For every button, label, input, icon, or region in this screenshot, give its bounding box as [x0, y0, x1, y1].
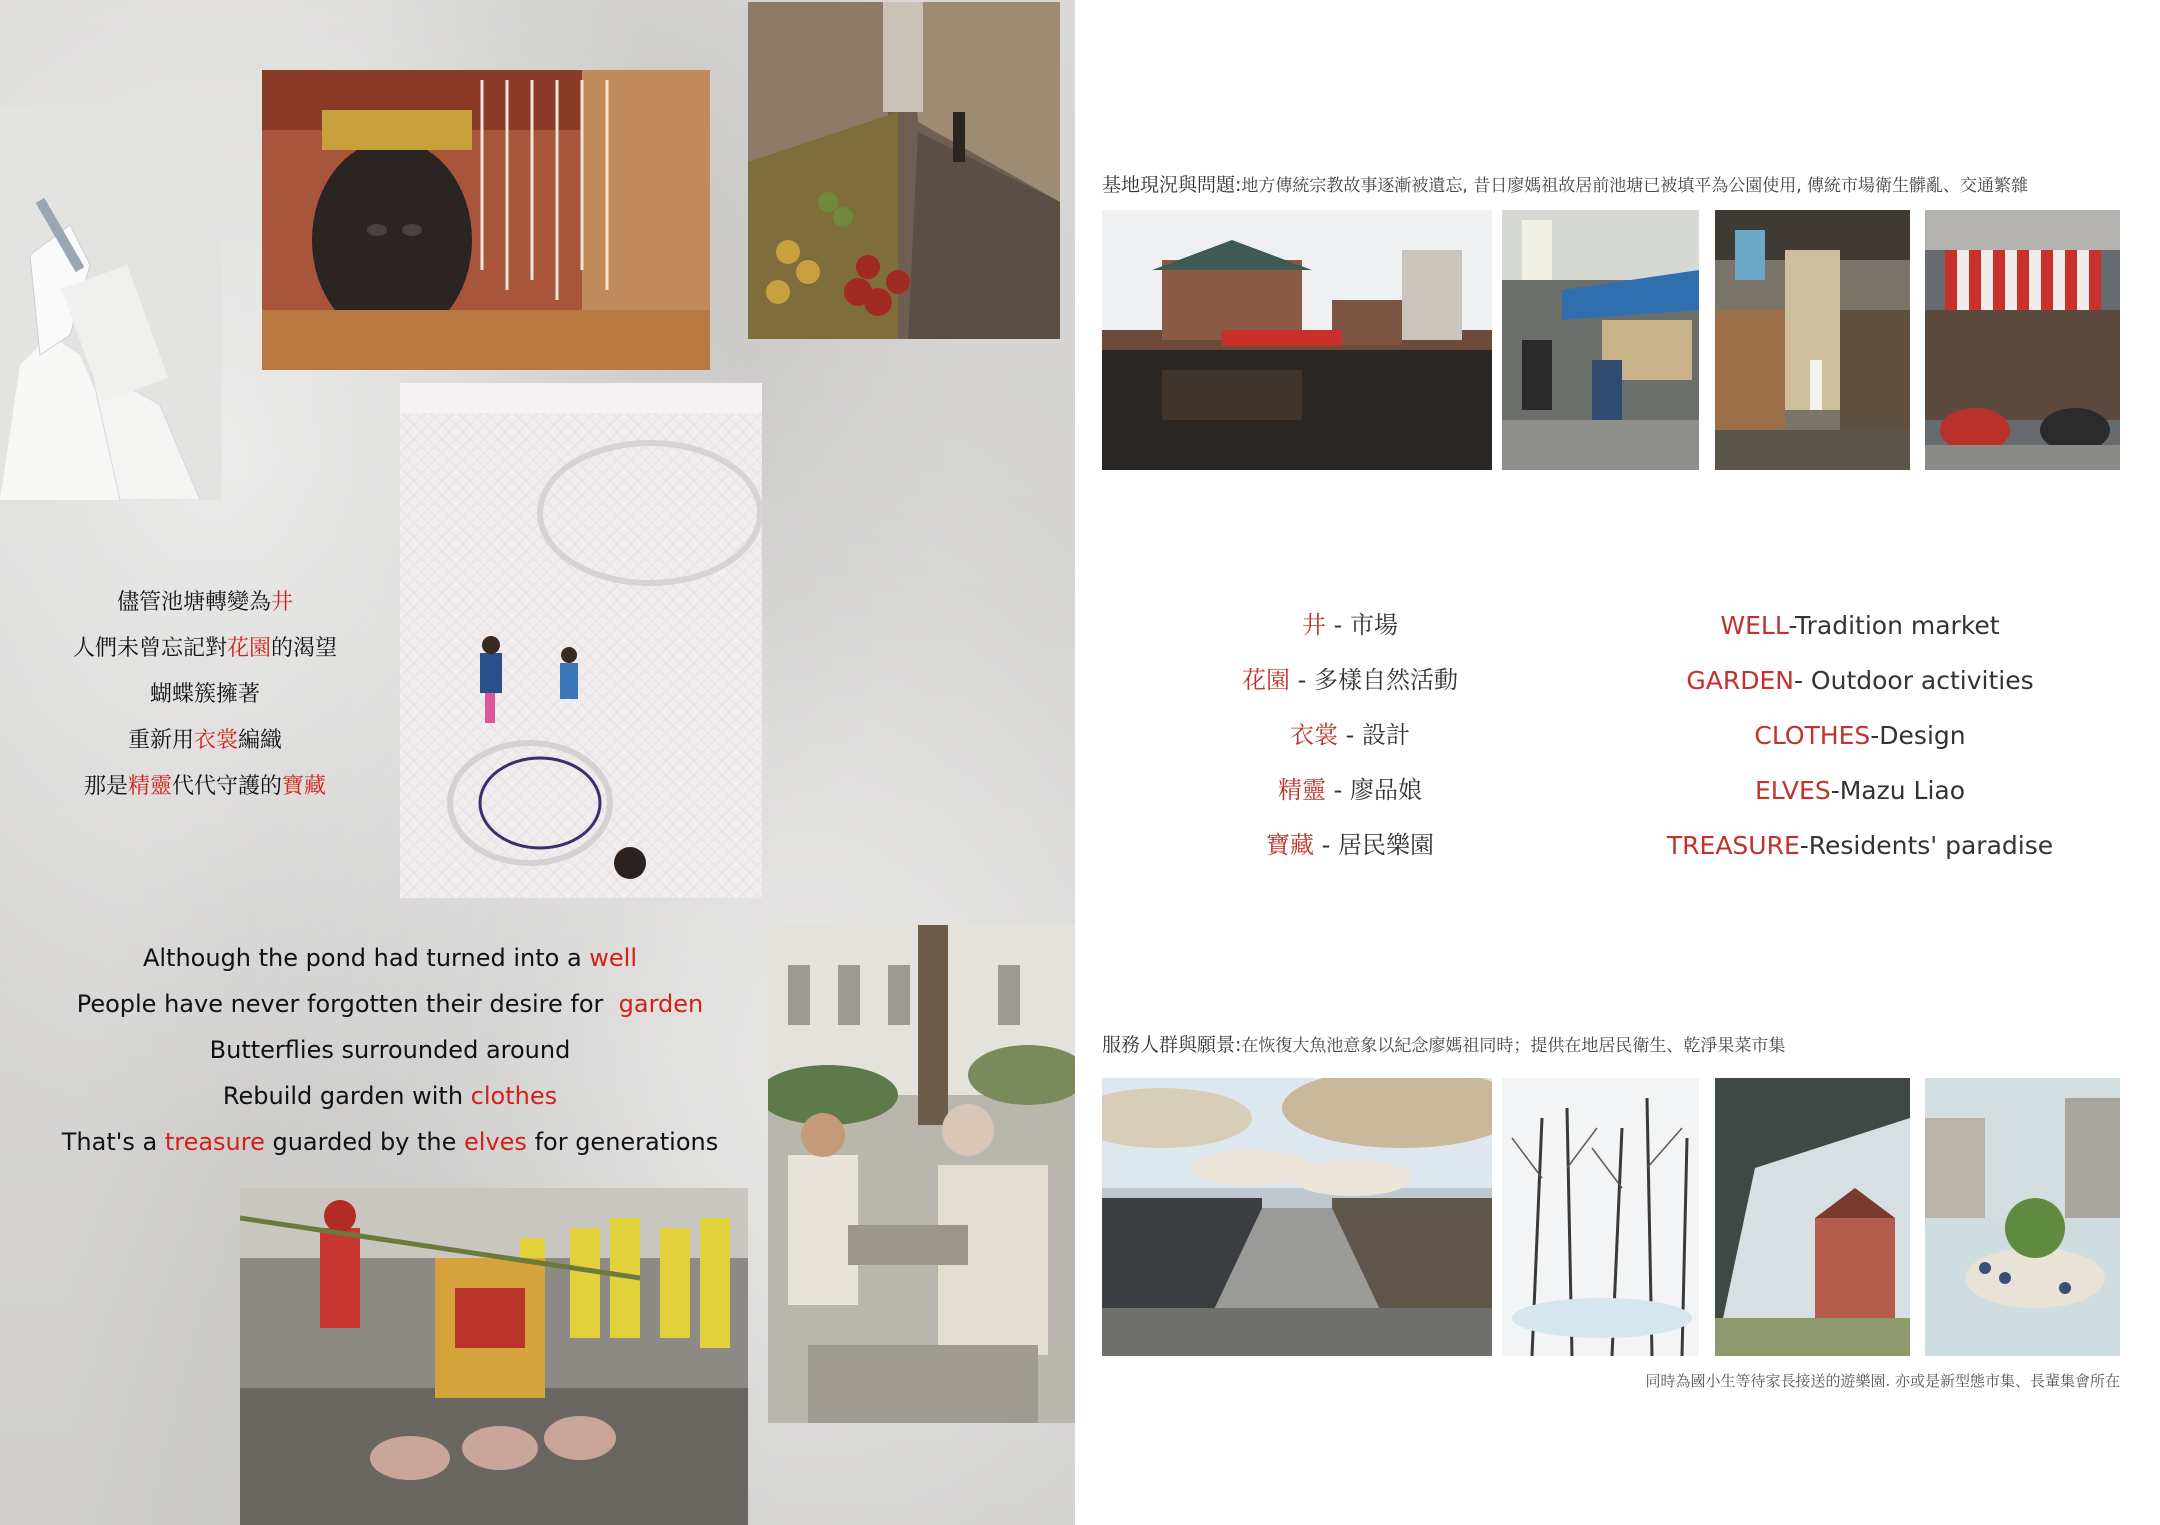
keyword-term: 井 — [1302, 611, 1327, 639]
text: 編織 — [238, 728, 283, 753]
keywords-chinese — [1180, 598, 1520, 873]
text: for generations — [526, 1128, 719, 1156]
photo-vision-snow-trees — [1502, 1078, 1699, 1356]
keyword-meaning: -Residents' paradise — [1799, 831, 2054, 860]
keyword-meaning: - 廖品娘 — [1326, 776, 1422, 804]
text: Rebuild garden with — [222, 1082, 471, 1110]
highlight-word: clothes — [470, 1082, 558, 1110]
keyword-term: 精靈 — [1278, 776, 1327, 804]
photo-mazu-statue — [262, 70, 710, 370]
text: 人們未曾忘記對 — [72, 636, 227, 661]
keyword-meaning: - Outdoor activities — [1793, 666, 2034, 695]
poem-en-line-4 — [50, 1073, 730, 1119]
poem-zh-line-4 — [40, 718, 370, 764]
highlight-word: 衣裳 — [193, 728, 238, 753]
site-heading-text: 地方傳統宗教故事逐漸被遺忘, 昔日廖媽祖故居前池塘已被填平為公園使用, 傳統市場衛生髒亂、交通繁雜 — [1241, 176, 2029, 196]
poem-en-line-5 — [50, 1119, 730, 1165]
keyword-zh-row — [1180, 598, 1520, 653]
keyword-en-row — [1640, 653, 2080, 708]
keyword-meaning: -Mazu Liao — [1830, 776, 1966, 805]
photo-temple-procession — [240, 1188, 748, 1525]
photo-net-playground — [400, 383, 762, 898]
keyword-zh-row — [1180, 763, 1520, 818]
text: guarded by the — [264, 1128, 465, 1156]
poem-zh-line-5 — [40, 764, 370, 810]
left-panel — [0, 0, 1075, 1525]
photo-site-market-3 — [1925, 210, 2120, 470]
photo-elders-chess — [768, 925, 1075, 1423]
keyword-en-row — [1640, 598, 2080, 653]
poem-en-line-3 — [50, 1027, 730, 1073]
keyword-term: TREASURE — [1666, 831, 1800, 860]
site-heading — [1102, 170, 2028, 197]
photo-site-market-1 — [1502, 210, 1699, 470]
text: 的渴望 — [271, 636, 338, 661]
keyword-term: 寶藏 — [1266, 831, 1315, 859]
text: That's a — [61, 1128, 165, 1156]
site-heading-label: 基地現況與問題: — [1102, 174, 1242, 196]
photo-vision-water-plaza — [1925, 1078, 2120, 1356]
poem-zh-line-3 — [40, 672, 370, 718]
keyword-term: ELVES — [1754, 776, 1831, 805]
keyword-term: GARDEN — [1686, 666, 1794, 695]
keyword-meaning: - 設計 — [1338, 721, 1410, 749]
poem-chinese — [40, 580, 370, 810]
poem-en-line-1 — [50, 935, 730, 981]
service-heading-text: 在恢復大魚池意象以紀念廖媽祖同時；提供在地居民衛生、乾淨果菜市集 — [1241, 1036, 1786, 1056]
text: People have never forgotten their desire for — [76, 990, 619, 1018]
text: 儘管池塘轉變為 — [116, 590, 271, 615]
vision-caption: 同時為國小生等待家長接送的遊樂園. 亦或是新型態市集、長輩集會所在 — [1645, 1372, 2120, 1390]
highlight-word: 寶藏 — [282, 774, 327, 799]
poem-zh-line-1 — [40, 580, 370, 626]
highlight-word: 花園 — [226, 636, 271, 661]
keyword-term: WELL — [1720, 611, 1789, 640]
poem-zh-line-2 — [40, 626, 370, 672]
keyword-term: CLOTHES — [1754, 721, 1871, 750]
keyword-en-row — [1640, 763, 2080, 818]
text: Although the pond had turned into a — [142, 944, 590, 972]
text: 那是 — [83, 774, 128, 799]
keyword-en-row — [1640, 708, 2080, 763]
highlight-word: 井 — [271, 590, 294, 615]
photo-vision-canopy — [1715, 1078, 1910, 1356]
keyword-zh-row — [1180, 653, 1520, 708]
text: Butterflies surrounded around — [209, 1036, 571, 1064]
photo-site-market-2 — [1715, 210, 1910, 470]
highlight-word: 精靈 — [127, 774, 172, 799]
keyword-meaning: - 多樣自然活動 — [1290, 666, 1458, 694]
photo-gloved-hands — [0, 105, 222, 500]
text: 代代守護的 — [172, 774, 283, 799]
service-heading — [1102, 1030, 1785, 1057]
text: 蝴蝶簇擁著 — [149, 682, 260, 707]
service-heading-label: 服務人群與願景: — [1102, 1034, 1242, 1056]
keyword-meaning: -Tradition market — [1788, 611, 2000, 640]
keyword-zh-row — [1180, 708, 1520, 763]
keyword-zh-row — [1180, 818, 1520, 873]
highlight-word: elves — [464, 1128, 527, 1156]
poem-english — [50, 935, 730, 1165]
poem-en-line-2 — [50, 981, 730, 1027]
photo-market-street — [748, 2, 1060, 339]
photo-vision-umbrella-market — [1102, 1078, 1492, 1356]
keyword-term: 衣裳 — [1290, 721, 1339, 749]
text: 重新用 — [127, 728, 194, 753]
keyword-meaning: - 市場 — [1326, 611, 1398, 639]
keyword-meaning: -Design — [1870, 721, 1966, 750]
keyword-term: 花園 — [1242, 666, 1291, 694]
keyword-en-row — [1640, 818, 2080, 873]
highlight-word: garden — [618, 990, 704, 1018]
highlight-word: well — [589, 944, 638, 972]
keywords-english — [1640, 598, 2080, 873]
keyword-meaning: - 居民樂園 — [1314, 831, 1434, 859]
photo-site-pond — [1102, 210, 1492, 470]
highlight-word: treasure — [164, 1128, 265, 1156]
